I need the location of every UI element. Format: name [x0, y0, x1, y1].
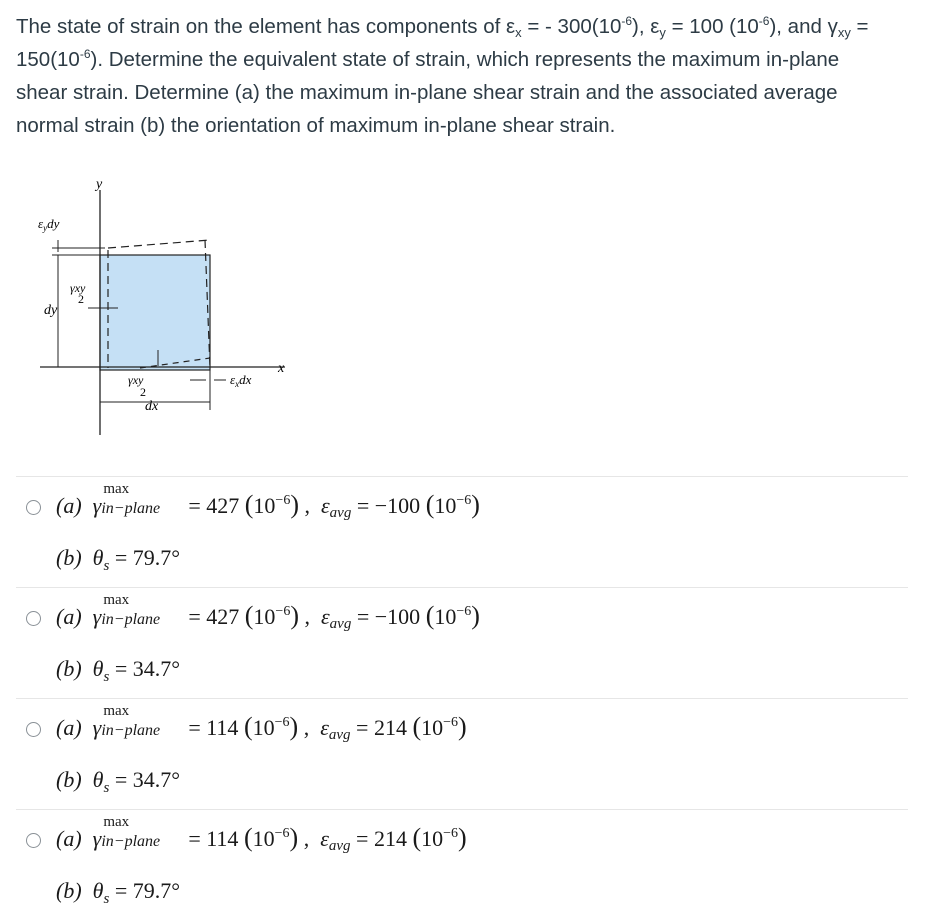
- strain-element-figure: [30, 170, 300, 450]
- option-line-b: (b) $\theta_s = 79.7^\circ$: [56, 545, 181, 574]
- option-line-a: (a) γ max in−plane = 427 $(10^{-6})$ , εavg = −100 $(10^{-6})$: [56, 592, 480, 632]
- answer-option-1[interactable]: [16, 480, 908, 590]
- x-axis-label: x: [278, 361, 285, 376]
- dy-label: dy: [44, 303, 58, 318]
- gamma-top-label: γxy: [70, 281, 86, 295]
- answer-option-4[interactable]: [16, 813, 908, 923]
- two-bottom-label: 2: [140, 385, 146, 399]
- option-line-b: (b) $\theta_s = 79.7^\circ$: [56, 878, 181, 907]
- option-line-a: (a) γ max in−plane = 427 $(10^{-6})$ , εavg = −100 $(10^{-6})$: [56, 481, 480, 521]
- radio-button[interactable]: [26, 500, 41, 515]
- radio-button[interactable]: [26, 722, 41, 737]
- eps-y-dy-label: $\varepsilon_ydy$: [38, 216, 60, 233]
- gamma-bottom-label: γxy: [128, 373, 144, 387]
- option-line-a: (a) γ max in−plane = 114 $(10^{-6})$ , εavg = 214 $(10^{-6})$: [56, 814, 467, 854]
- element-square: [100, 255, 210, 370]
- y-axis-label: y: [96, 177, 103, 192]
- two-top-label: 2: [78, 292, 84, 306]
- eps-x-dx-label: $\varepsilon_xdx$: [230, 372, 252, 389]
- dx-label: dx: [145, 399, 159, 414]
- radio-button[interactable]: [26, 611, 41, 626]
- option-line-a: (a) γ max in−plane = 114 $(10^{-6})$ , εavg = 214 $(10^{-6})$: [56, 703, 467, 743]
- radio-button[interactable]: [26, 833, 41, 848]
- option-line-b: (b) $\theta_s = 34.7^\circ$: [56, 656, 181, 685]
- answer-option-3[interactable]: [16, 702, 908, 812]
- divider: [16, 476, 908, 477]
- question-text: The state of strain on the element has components of $\varepsilon_x$ = - $300(10^{-6})$, $\varepsilon_y = 100$ $(10^{-6})$, and $\gamma_{xy} = 150(10^{-6})$. Determine the equivalent state of strain, which represents the maximum in-plane shear strain. Determine (a) the maximum in-plane shear strain and the associated average normal strain (b) the orientation of maximum in-plane shear strain.: [16, 14, 869, 137]
- answer-option-2[interactable]: [16, 591, 908, 701]
- option-line-b: (b) $\theta_s = 34.7^\circ$: [56, 767, 181, 796]
